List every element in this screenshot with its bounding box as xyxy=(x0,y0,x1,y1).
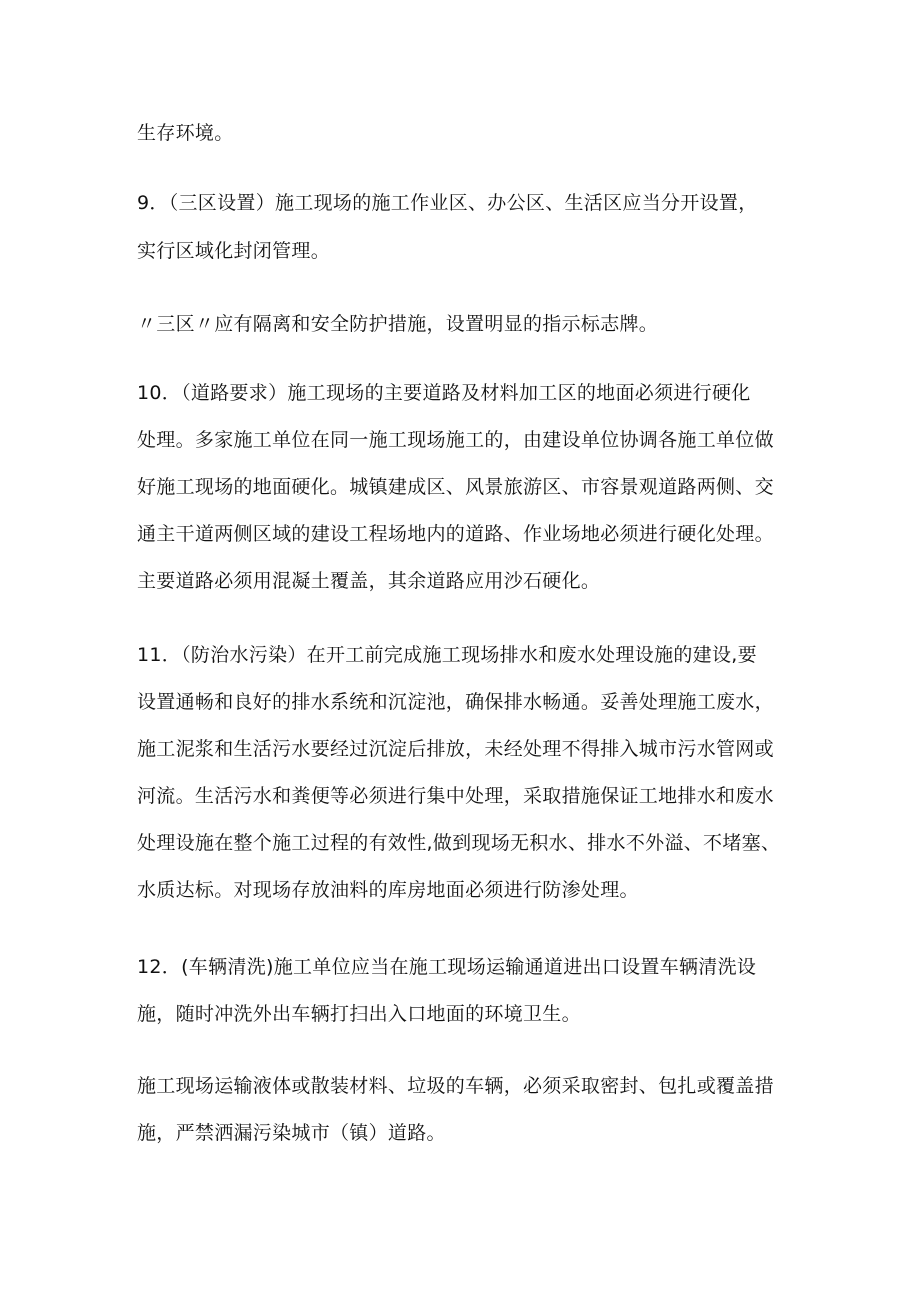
paragraph-item-11 xyxy=(137,638,817,907)
text-line: 施，随时冲洗外出车辆打扫出入口地面的环境卫生。 xyxy=(137,1003,581,1025)
text-line: 实行区域化封闭管理。 xyxy=(137,240,331,262)
paragraph-item-10 xyxy=(137,376,817,598)
text-line: 10．（道路要求）施工现场的主要道路及材料加工区的地面必须进行硬化 xyxy=(137,382,751,404)
paragraph-fragment xyxy=(137,116,817,150)
text-line: 11．（防治水污染）在开工前完成施工现场排水和废水处理设施的建设,要 xyxy=(137,644,757,666)
paragraph-item-12 xyxy=(137,950,817,1031)
text-line: 〃三区〃应有隔离和安全防护措施，设置明显的指示标志牌。 xyxy=(137,313,659,335)
paragraph-three-zones xyxy=(137,307,817,341)
text-line: 12．(车辆清洗)施工单位应当在施工现场运输通道进出口设置车辆清洗设 xyxy=(137,956,757,978)
text-line: 河流。生活污水和粪便等必须进行集中处理，采取措施保证工地排水和废水 xyxy=(137,785,774,807)
text-line: 好施工现场的地面硬化。城镇建成区、风景旅游区、市容景观道路两侧、交 xyxy=(137,476,774,498)
text-line: 施工泥浆和生活污水要经过沉淀后排放，未经处理不得排入城市污水管网或 xyxy=(137,738,774,760)
text-line: 施工现场运输液体或散装材料、垃圾的车辆，必须采取密封、包扎或覆盖措 xyxy=(137,1075,774,1097)
paragraph-vehicle-transport xyxy=(137,1069,817,1150)
text-line: 9．（三区设置）施工现场的施工作业区、办公区、生活区应当分开设置， xyxy=(137,192,758,214)
text-line: 水质达标。对现场存放油料的库房地面必须进行防渗处理。 xyxy=(137,879,639,901)
text-line: 主要道路必须用混凝土覆盖，其余道路应用沙石硬化。 xyxy=(137,570,601,592)
text-line: 通主干道两侧区域的建设工程场地内的道路、作业场地必须进行硬化处理。 xyxy=(137,523,774,545)
text-line: 设置通畅和良好的排水系统和沉淀池，确保排水畅通。妥善处理施工废水， xyxy=(137,691,774,713)
paragraph-item-9 xyxy=(137,186,817,268)
text-line: 处理。多家施工单位在同一施工现场施工的，由建设单位协调各施工单位做 xyxy=(137,429,774,451)
text-line: 生存环境。 xyxy=(137,122,234,144)
text-line: 施，严禁洒漏污染城市（镇）道路。 xyxy=(137,1122,446,1144)
text-line: 处理设施在整个施工过程的有效性,做到现场无积水、排水不外溢、不堵塞、 xyxy=(137,832,781,854)
